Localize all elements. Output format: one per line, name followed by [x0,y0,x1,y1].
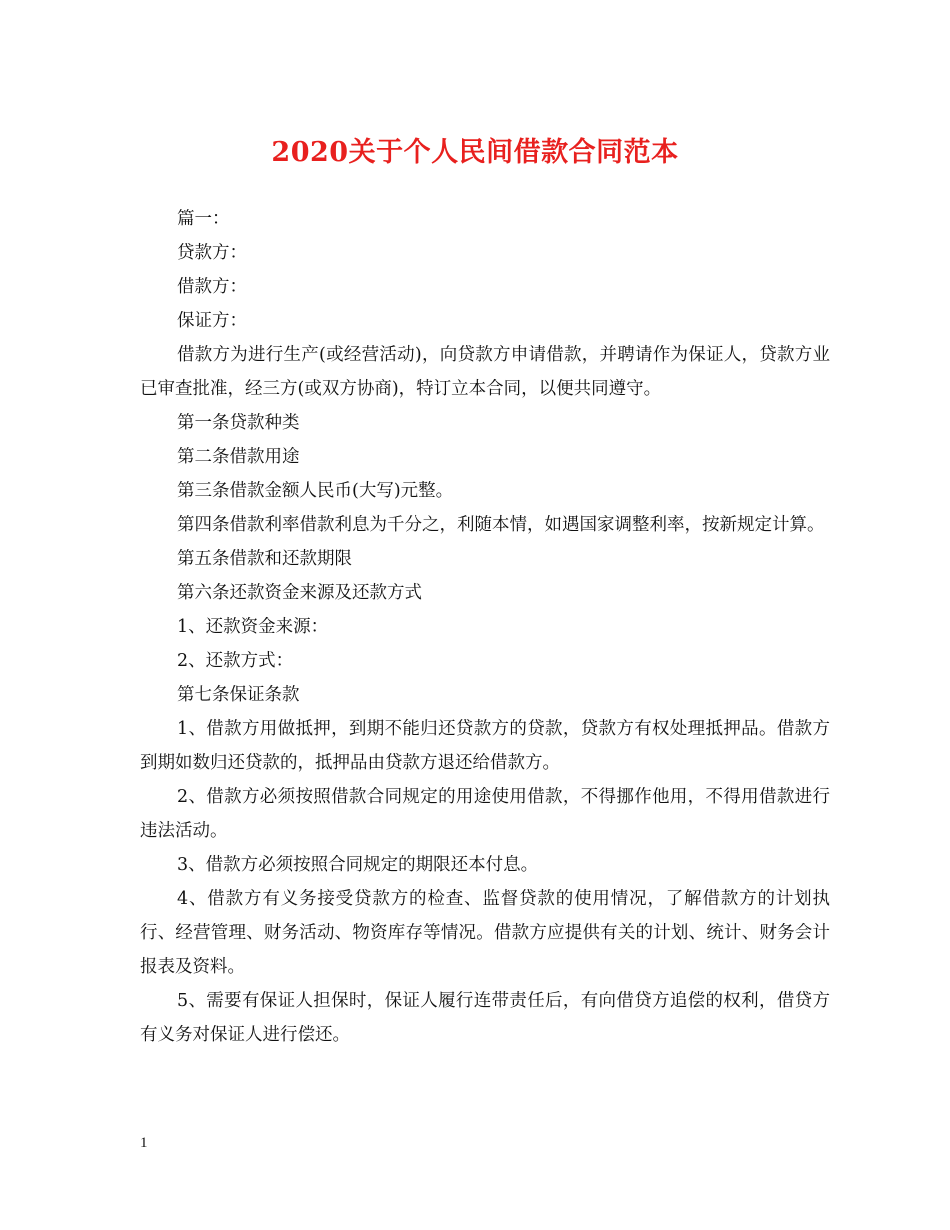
document-title: 2020关于个人民间借款合同范本 [271,137,679,168]
paragraph: 篇一： [177,209,230,229]
paragraph: 第一条贷款种类 [177,413,300,433]
paragraph: 第三条借款金额人民币(大写)元整。 [177,481,454,501]
paragraph: 第四条借款利率借款利息为千分之，利随本情，如遇国家调整利率，按新规定计算。 [177,515,825,535]
paragraph: 借款方为进行生产(或经营活动)，向贷款方申请借款，并聘请作为保证人，贷款方业已审查批准，经三方(或双方协商)，特订立本合同，以便共同遵守。 [140,345,830,399]
paragraph: 第五条借款和还款期限 [177,549,352,569]
paragraph: 第六条还款资金来源及还款方式 [177,583,422,603]
paragraph: 借款方： [177,277,247,297]
paragraph: 第七条保证条款 [177,685,300,705]
paragraph: 第二条借款用途 [177,447,300,467]
paragraph: 3、借款方必须按照合同规定的期限还本付息。 [177,855,539,875]
paragraph: 4、借款方有义务接受贷款方的检查、监督贷款的使用情况，了解借款方的计划执行、经营管理、财务活动、物资库存等情况。借款方应提供有关的计划、统计、财务会计报表及资料。 [140,889,830,977]
page-number: 1 [140,1135,148,1151]
paragraph: 2、借款方必须按照借款合同规定的用途使用借款，不得挪作他用，不得用借款进行违法活动。 [140,787,830,841]
paragraph: 2、还款方式： [177,651,294,671]
paragraph: 保证方： [177,311,247,331]
paragraph: 1、借款方用做抵押，到期不能归还贷款方的贷款，贷款方有权处理抵押品。借款方到期如数归还贷款的，抵押品由贷款方退还给借款方。 [140,719,830,773]
document-body [140,202,830,1052]
paragraph: 5、需要有保证人担保时，保证人履行连带责任后，有向借贷方追偿的权利，借贷方有义务对保证人进行偿还。 [140,991,830,1045]
paragraph: 贷款方： [177,243,247,263]
paragraph: 1、还款资金来源： [177,617,329,637]
